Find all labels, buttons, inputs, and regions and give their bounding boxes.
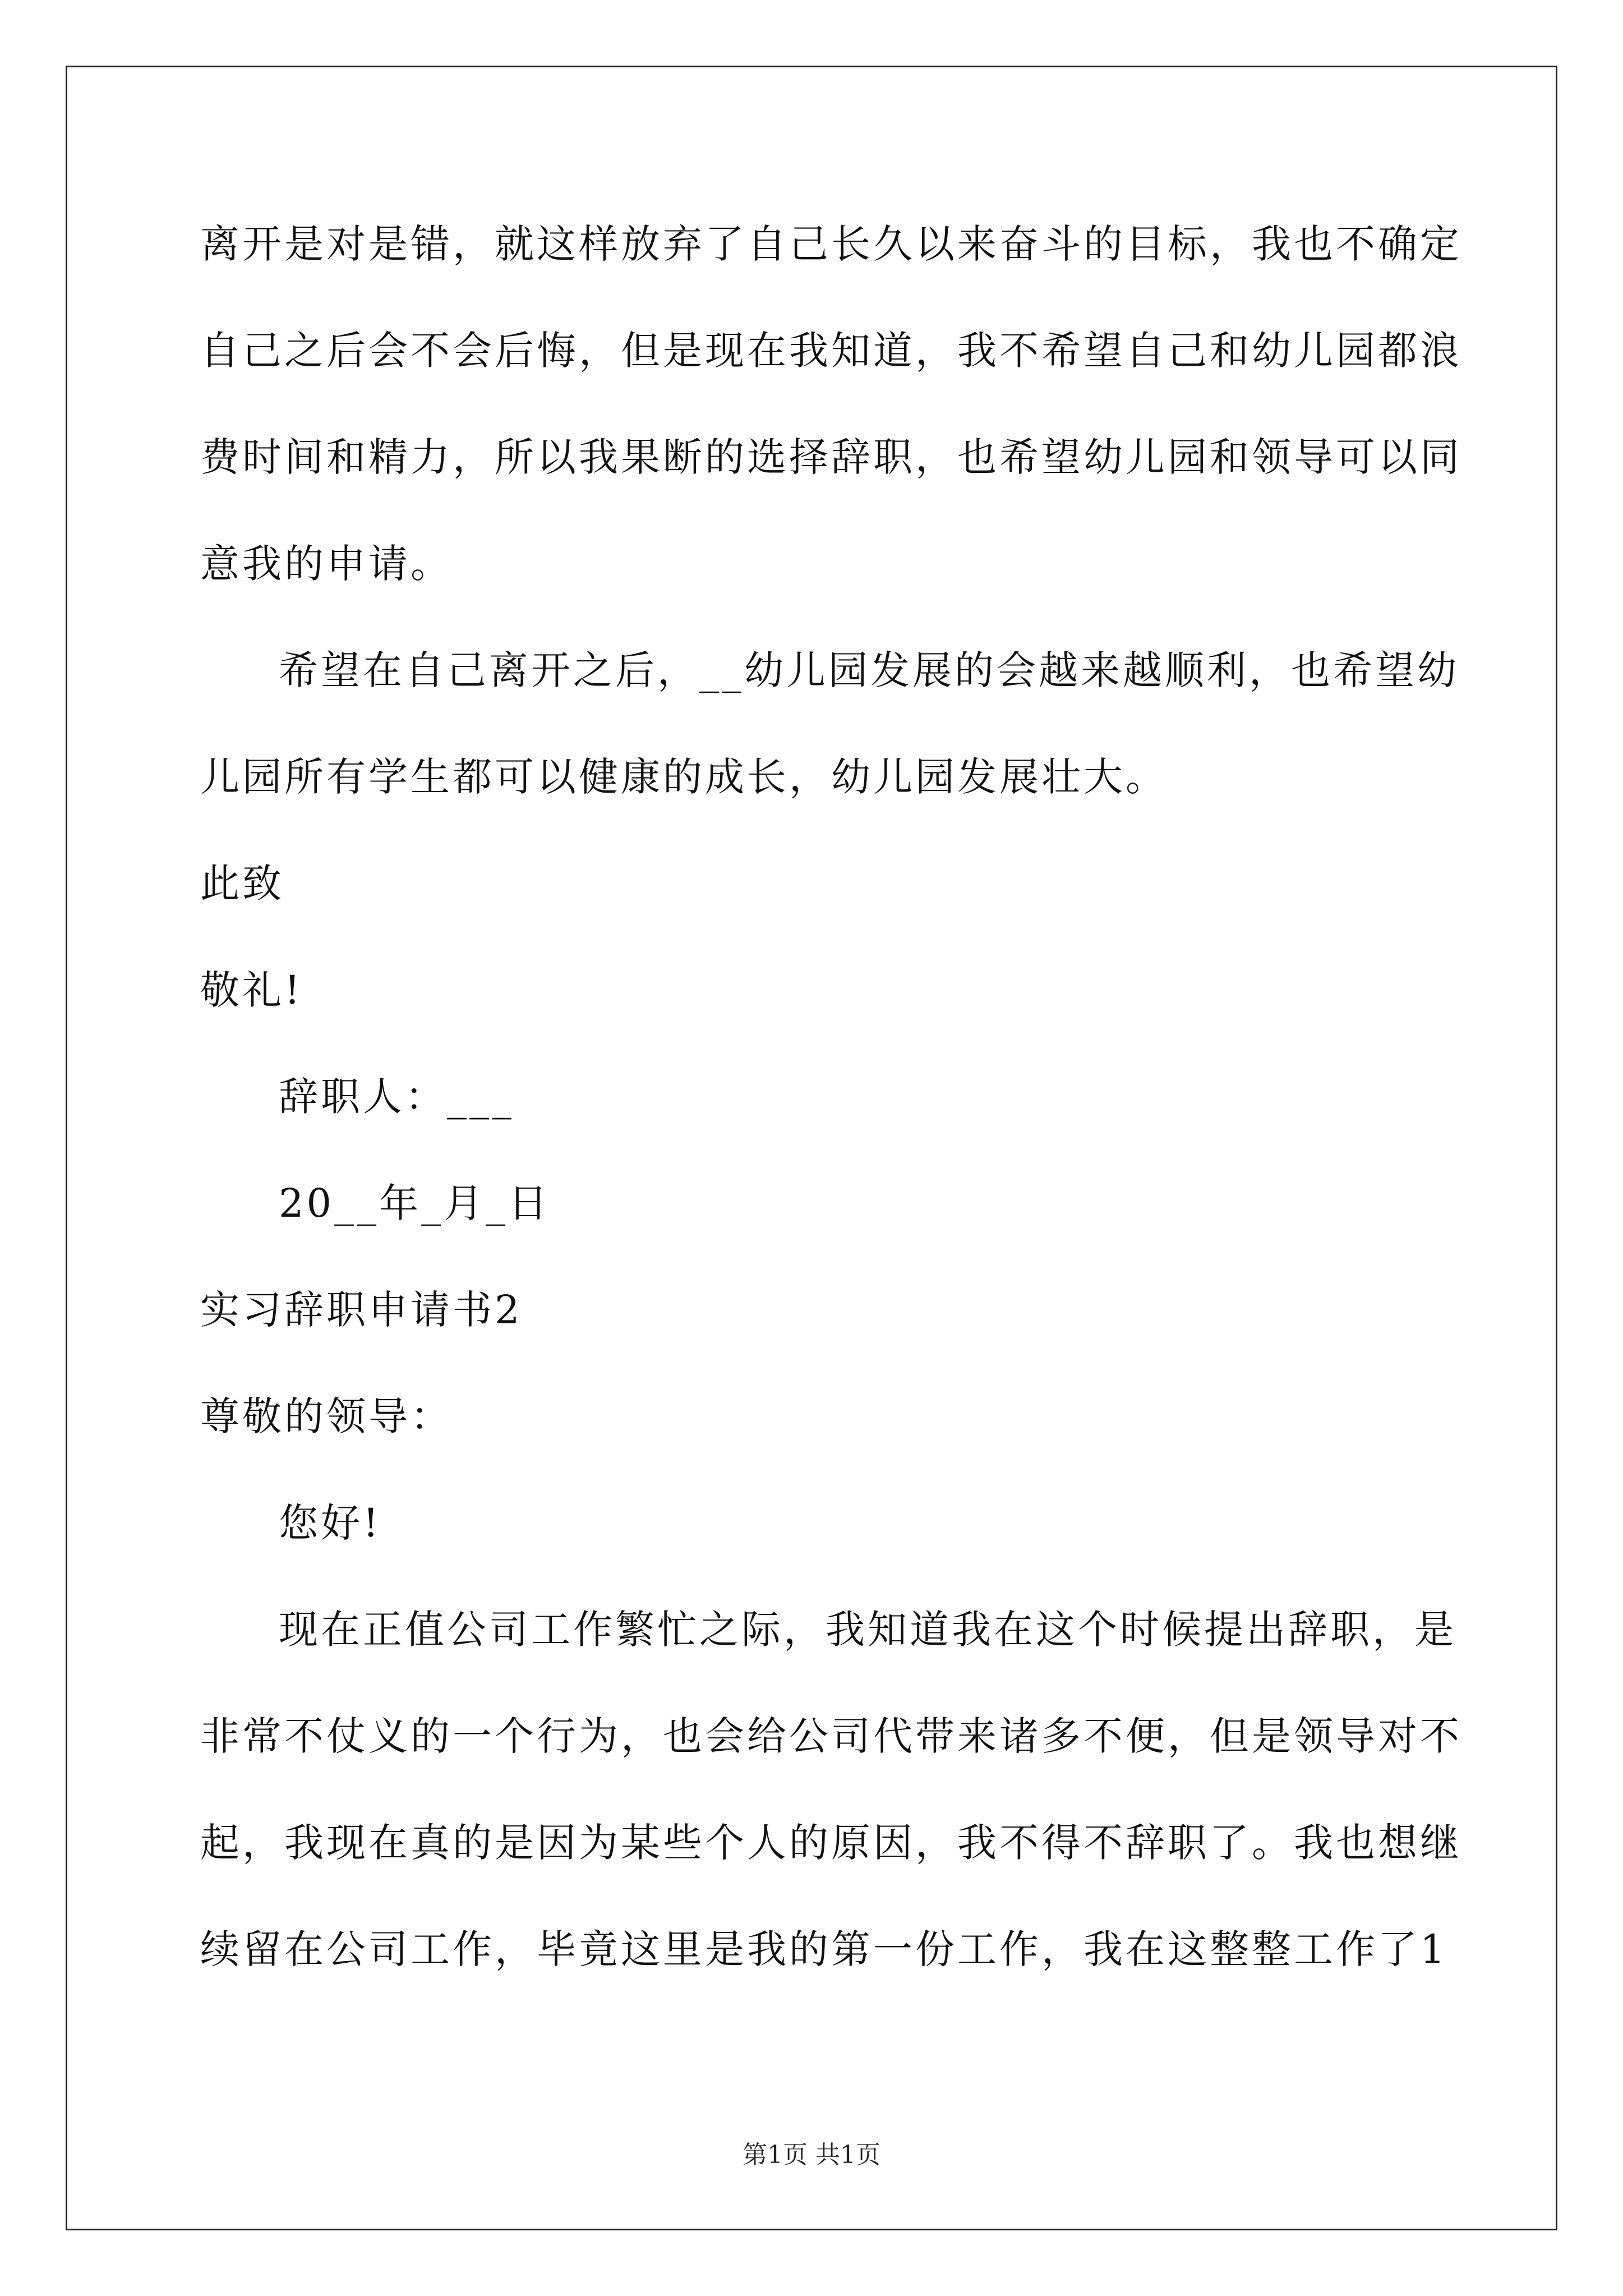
closing-line: 此致	[200, 861, 284, 907]
date-line: 20__年_月_日	[279, 1180, 551, 1226]
text-line: 儿园所有学生都可以健康的成长，幼儿园发展壮大。	[200, 754, 1168, 800]
text-line: 非常不仗义的一个行为，也会给公司代带来诸多不便，但是领导对不	[200, 1713, 1462, 1759]
text-line: 自己之后会不会后悔，但是现在我知道，我不希望自己和幼儿园都浪	[200, 328, 1462, 374]
text-line: 现在正值公司工作繁忙之际，我知道我在这个时候提出辞职，是	[279, 1607, 1456, 1653]
signature-line: 辞职人：___	[279, 1074, 514, 1120]
salutation-line: 敬礼!	[200, 967, 303, 1013]
text-line: 续留在公司工作，毕竟这里是我的第一份工作，我在这整整工作了1	[200, 1926, 1448, 1972]
text-line: 起，我现在真的是因为某些个人的原因，我不得不辞职了。我也想继	[200, 1820, 1462, 1866]
page-number: 第1页 共1页	[743, 2141, 880, 2169]
greeting-line: 您好!	[279, 1500, 382, 1546]
page-border	[66, 66, 1557, 2230]
greeting-line: 尊敬的领导：	[200, 1393, 453, 1439]
section-title: 实习辞职申请书2	[200, 1287, 523, 1333]
text-line: 希望在自己离开之后，__幼儿园发展的会越来越顺利，也希望幼	[279, 647, 1459, 693]
text-line: 意我的申请。	[200, 541, 453, 587]
text-line: 离开是对是错，就这样放弃了自己长久以来奋斗的目标，我也不确定	[200, 221, 1462, 267]
text-line: 费时间和精力，所以我果断的选择辞职，也希望幼儿园和领导可以同	[200, 434, 1462, 480]
